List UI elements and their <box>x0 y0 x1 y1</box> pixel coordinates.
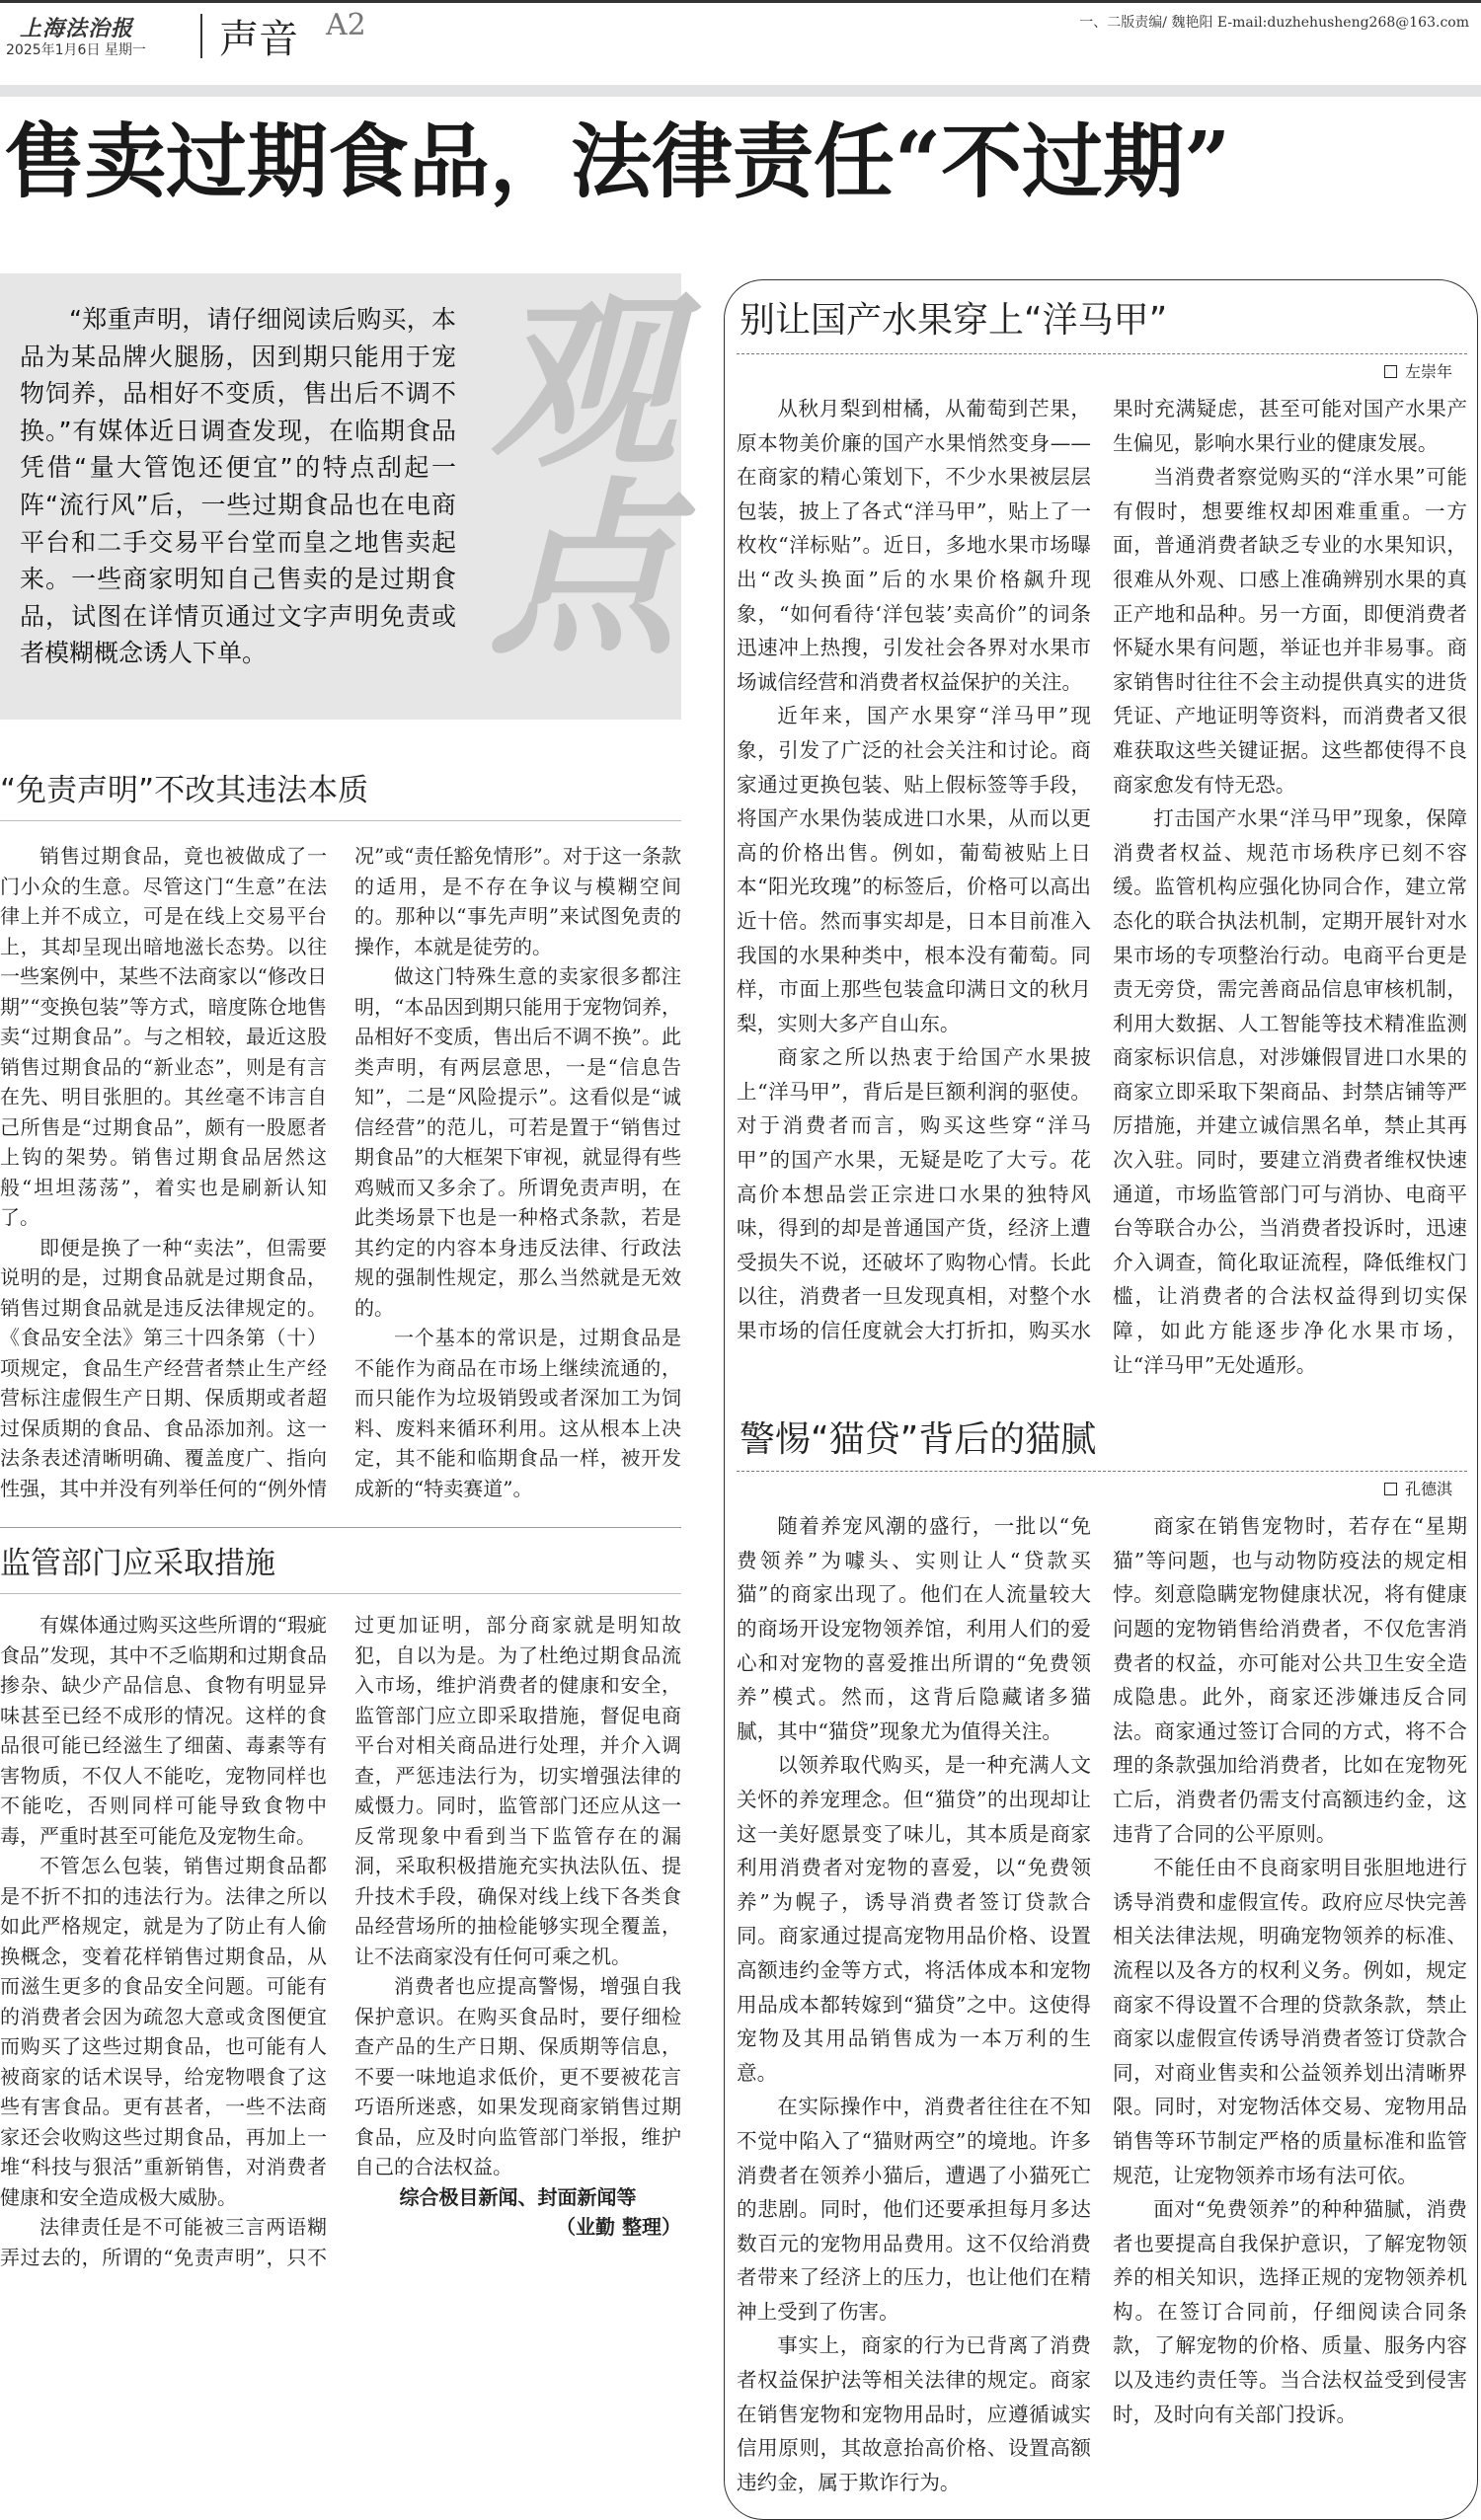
paragraph: 一个基本的常识是，过期食品是不能作为商品在市场上继续流通的，而只能作为垃圾销毁或者深加工为饲料、废料来循环利用。这从根本上决定，其不能和临期食品一样，被开发成新的“特卖赛道”。 <box>354 1326 681 1500</box>
right-panel-frame <box>724 279 1478 2520</box>
article1-title: “免责声明”不改其违法本质 <box>0 773 369 808</box>
left-column <box>0 273 681 2272</box>
header-band <box>0 85 1481 97</box>
paragraph: 做这门特殊生意的卖家很多都注明，“本品因到期只能用于宠物饲养，品相好不变质，售出后不调不换”。此类声明，有两层意思，一是“信息告知”，二是“风险提示”。这看似是“诚信经营”的范儿，可若是置于“销售过期食品”的大框架下审视，就显得有些鸡贼而又多余了。所谓免责声明，在此类场景下也是一种格式条款，若是其约定的内容本身违反法律、行政法规的强制性规定，那么当然就是无效的。 <box>354 964 681 1320</box>
masthead-divider <box>200 14 202 58</box>
byline-box-icon <box>1384 365 1397 378</box>
article4-byline <box>737 1480 1465 1499</box>
paragraph: 随着养宠风潮的盛行，一批以“免费领养”为噱头、实则让人“贷款买猫”的商家出现了。他们在人流量较大的商场开设宠物领养馆，利用人们的爱心和对宠物的喜爱推出所谓的“免费领养”模式。然而，这背后隐藏诸多猫腻，其中“猫贷”现象尤为值得关注。 <box>737 1514 1091 1743</box>
main-headline: 售卖过期食品，法律责任“不过期” <box>4 115 1231 209</box>
intro-text: “郑重声明，请仔细阅读后购买，本品为某品牌火腿肠，因到期只能用于宠物饲养，品相好不变质，售出后不调不换。”有媒体近日调查发现，在临期食品凭借“量大管饱还便宜”的特点刮起一阵“流行风”后，一些过期食品也在电商平台和二手交易平台堂而皇之地售卖起来。一些商家明知自己售卖的是过期食品，试图在详情页通过文字声明免责或者模糊概念诱人下单。 <box>20 305 456 668</box>
paragraph: 近年来，国产水果穿“洋马甲”现象，引发了广泛的社会关注和讨论。商家通过更换包装、贴上假标签等手段，将国产水果伪装成进口水果，从而以更高的价格出售。例如，葡萄被贴上日本“阳光玫瑰”的标签后，价格可以高出近十倍。然而事实却是，日本目前准入我国的水果种类中，根本没有葡萄。同样，市面上那些包装盒印满日文的秋月梨，实则大多产自山东。 <box>737 704 1091 1035</box>
article4-dashed-rule <box>737 1471 1467 1472</box>
paragraph: 即便是换了一种“卖法”，但需要说明的是，过期食品就是过期食品，销售过期食品就是违反法律规定的。《食品安全法》第三十四条第（十）项规定，食品生产经营者禁止生产经营标注虚假生产日期、保质期或者超过保质期的食品、食品添加剂。这一法条表述清晰明确、覆盖度广、指向性强，其中并没有列举任何的“例外情况”或“责任豁免情形”。对于这一条款的适用，是不存在争议与模糊空间的。那种以“事先声明”来试图免责的操作，本就是徒劳的。 <box>0 844 681 1500</box>
paragraph: 打击国产水果“洋马甲”现象，保障消费者权益、规范市场秩序已刻不容缓。监管机构应强化协同合作，建立常态化的联合执法机制，定期开展针对水果市场的专项整治行动。电商平台更是责无旁贷，需完善商品信息审核机制，利用大数据、人工智能等技术精准监测商家标识信息，对涉嫌假冒进口水果的商家立即采取下架商品、封禁店铺等严厉措施，并建立诚信黑名单，禁止其再次入驻。同时，要建立消费者维权快速通道，市场监管部门可与消协、电商平台等联合办公，当消费者投诉时，迅速介入调查，简化取证流程，降低维权门槛，让消费者的合法权益得到切实保障，如此方能逐步净化水果市场，让“洋马甲”无处遁形。 <box>1113 806 1467 1377</box>
article4-author: 孔德淇 <box>1404 1480 1452 1499</box>
byline-box-icon <box>1384 1483 1397 1495</box>
article3-author: 左崇年 <box>1404 362 1452 381</box>
article2-body <box>0 1610 681 2272</box>
page-number: A2 <box>326 8 366 42</box>
paragraph: 不能任由不良商家明目张胆地进行诱导消费和虚假宣传。政府应尽快完善相关法律法规，明确宠物领养的标准、流程以及各方的权利义务。例如，规定商家不得设置不合理的贷款条款，禁止商家以虚假宣传诱导消费者签订贷款合同，对商业售卖和公益领养划出清晰界限。同时，对宠物活体交易、宠物用品销售等环节制定严格的质量标准和监管规范，让宠物领养市场有法可依。 <box>1113 1856 1467 2187</box>
paragraph: 从秋月梨到柑橘，从葡萄到芒果，原本物美价廉的国产水果悄然变身——在商家的精心策划下，不少水果被层层包装，披上了各式“洋马甲”，贴上了一枚枚“洋标贴”。近日，多地水果市场曝出“改头换面”后的水果价格飙升现象，“如何看待‘洋包装’卖高价”的词条迅速冲上热搜，引发社会各界对水果市场诚信经营和消费者权益保护的关注。 <box>737 397 1091 694</box>
article2-title: 监管部门应采取措施 <box>0 1546 275 1581</box>
paragraph: 不管怎么包装，销售过期食品都是不折不扣的违法行为。法律之所以如此严格规定，就是为了防止有人偷换概念，变着花样销售过期食品，从而滋生更多的食品安全问题。可能有的消费者会因为疏忽大意或贪图便宜而购买了这些过期食品，也可能有人被商家的话术误导，给宠物喂食了这些有害食品。更有甚者，一些不法商家还会收购这些过期食品，再加上一堆“科技与狠活”重新销售，对消费者健康和安全造成极大威胁。 <box>0 1854 327 2209</box>
viewpoint-calligraphy: 观点 <box>458 283 678 658</box>
section-name: 声音 <box>219 17 298 62</box>
paragraph: 面对“免费领养”的种种猫腻，消费者也要提高自我保护意识，了解宠物领养的相关知识，选择正规的宠物领养机构。在签订合同前，仔细阅读合同条款，了解宠物的价格、质量、服务内容以及违约责任等。当合法权益受到侵害时，及时向有关部门投诉。 <box>1113 2197 1467 2426</box>
article3-body <box>737 392 1467 1382</box>
article4-title: 警惕“猫贷”背后的猫腻 <box>740 1419 1097 1461</box>
section-divider <box>0 1527 681 1528</box>
paragraph: 商家之所以热衷于给国产水果披上“洋马甲”，背后是巨额利润的驱使。对于消费者而言，购买这些穿“洋马甲”的国产水果，无疑是吃了大亏。花高价本想品尝正宗进口水果的独特风味，得到的却是普通国产货，经济上遭受损失不说，还破坏了购物心情。长此以往，消费者一旦发现真相，对整个水果市场的信任度就会大打折扣，购买水果时充满疑虑，甚至可能对国产水果产生偏见，影响水果行业的健康发展。 <box>737 397 1467 1343</box>
article1-body <box>0 841 681 1503</box>
editor-contact: 一、二版责编/ 魏艳阳 E-mail:duzhehusheng268@163.com <box>1079 15 1469 31</box>
paragraph: 事实上，商家的行为已背离了消费者权益保护法等相关法律的规定。商家在销售宠物和宠物用品时，应遵循诚实信用原则，其故意抬高价格、设置高额违约金，属于欺诈行为。 <box>737 2333 1091 2494</box>
article3-title: 别让国产水果穿上“洋马甲” <box>740 300 1168 341</box>
paragraph: 销售过期食品，竟也被做成了一门小众的生意。尽管这门“生意”在法律上并不成立，可是在线上交易平台上，其却呈现出暗地滋长态势。以往一些案例中，某些不法商家以“修改日期”“变换包装”等方式，暗度陈仓地售卖“过期食品”。与之相较，最近这股销售过期食品的“新业态”，则是有言在先、明目张胆的。其丝毫不讳言自己所售是“过期食品”，颇有一股愿者上钩的架势。销售过期食品居然这般“坦坦荡荡”，着实也是刷新认知了。 <box>0 844 327 1229</box>
article4-body <box>737 1509 1467 2499</box>
paragraph: 商家在销售宠物时，若存在“星期猫”等问题，也与动物防疫法的规定相悖。刻意隐瞒宠物健康状况，将有健康问题的宠物销售给消费者，不仅危害消费者的权益，亦可能对公共卫生安全造成隐患。此外，商家还涉嫌违反合同法。商家通过签订合同的方式，将不合理的条款强加给消费者，比如在宠物死亡后，消费者仍需支付高额违约金，这违背了合同的公平原则。 <box>1113 1514 1467 1846</box>
intro-box <box>0 273 681 720</box>
article3-byline <box>737 362 1465 382</box>
issue-date: 2025年1月6日 星期一 <box>6 42 146 58</box>
paragraph: 法律责任是不可能被三言两语糊弄过去的，所谓的“免责声明”，只不过更加证明，部分商家就是明知故犯，自以为是。为了杜绝过期食品流入市场，维护消费者的健康和安全，监管部门应立即采取措施，督促电商平台对相关商品进行处理，并介入调查，严惩违法行为，切实增强法律的威慑力。同时，监管部门还应从这一反常现象中看到当下监管存在的漏洞，采取积极措施充实执法队伍、提升技术手段，确保对线上线下各类食品经营场所的抽检能够实现全覆盖，让不法商家没有任何可乘之机。 <box>0 1613 681 2269</box>
paragraph: 消费者也应提高警惕，增强自我保护意识。在购买食品时，要仔细检查产品的生产日期、保质期等信息，不要一味地追求低价，更不要被花言巧语所迷惑，如果发现商家销售过期食品，应及时向监管部门举报，维护自己的合法权益。 <box>354 1974 681 2178</box>
top-rule <box>0 0 1481 3</box>
article2-rule <box>0 1593 681 1594</box>
compiler-credit: （业勤 整理） <box>556 2215 681 2239</box>
newspaper-logo: 上海法治报 <box>20 16 134 41</box>
source-credit: 综合极目新闻、封面新闻等 <box>399 2184 637 2209</box>
article1-rule <box>0 820 681 821</box>
article3-dashed-rule <box>737 353 1467 354</box>
paragraph: 以领养取代购买，是一种充满人文关怀的养宠理念。但“猫贷”的出现却让这一美好愿景变了味儿，其本质是商家利用消费者对宠物的喜爱，以“免费领养”为幌子，诱导消费者签订贷款合同。商家通过提高宠物用品价格、设置高额违约金等方式，将活体成本和宠物用品成本都转嫁到“猫贷”之中。这使得宠物及其用品销售成为一本万利的生意。 <box>737 1753 1091 2085</box>
paragraph: 当消费者察觉购买的“洋水果”可能有假时，想要维权却困难重重。一方面，普通消费者缺乏专业的水果知识，很难从外观、口感上准确辨别水果的真正产地和品种。另一方面，即便消费者怀疑水果有问题，举证也并非易事。商家销售时往往不会主动提供真实的进货凭证、产地证明等资料，而消费者又很难获取这些关键证据。这些都使得不良商家愈发有恃无恐。 <box>1113 465 1467 797</box>
paragraph: 在实际操作中，消费者往往在不知不觉中陷入了“猫财两空”的境地。许多消费者在领养小猫后，遭遇了小猫死亡的悲剧。同时，他们还要承担每月多达数百元的宠物用品费用。这不仅给消费者带来了经济上的压力，也让他们在精神上受到了伤害。 <box>737 2095 1091 2324</box>
paragraph: 有媒体通过购买这些所谓的“瑕疵食品”发现，其中不乏临期和过期食品掺杂、缺少产品信息、食物有明显异味甚至已经不成形的情况。这样的食品很可能已经滋生了细菌、毒素等有害物质，不仅人不能吃，宠物同样也不能吃，否则同样可能导致食物中毒，严重时甚至可能危及宠物生命。 <box>0 1613 327 1848</box>
